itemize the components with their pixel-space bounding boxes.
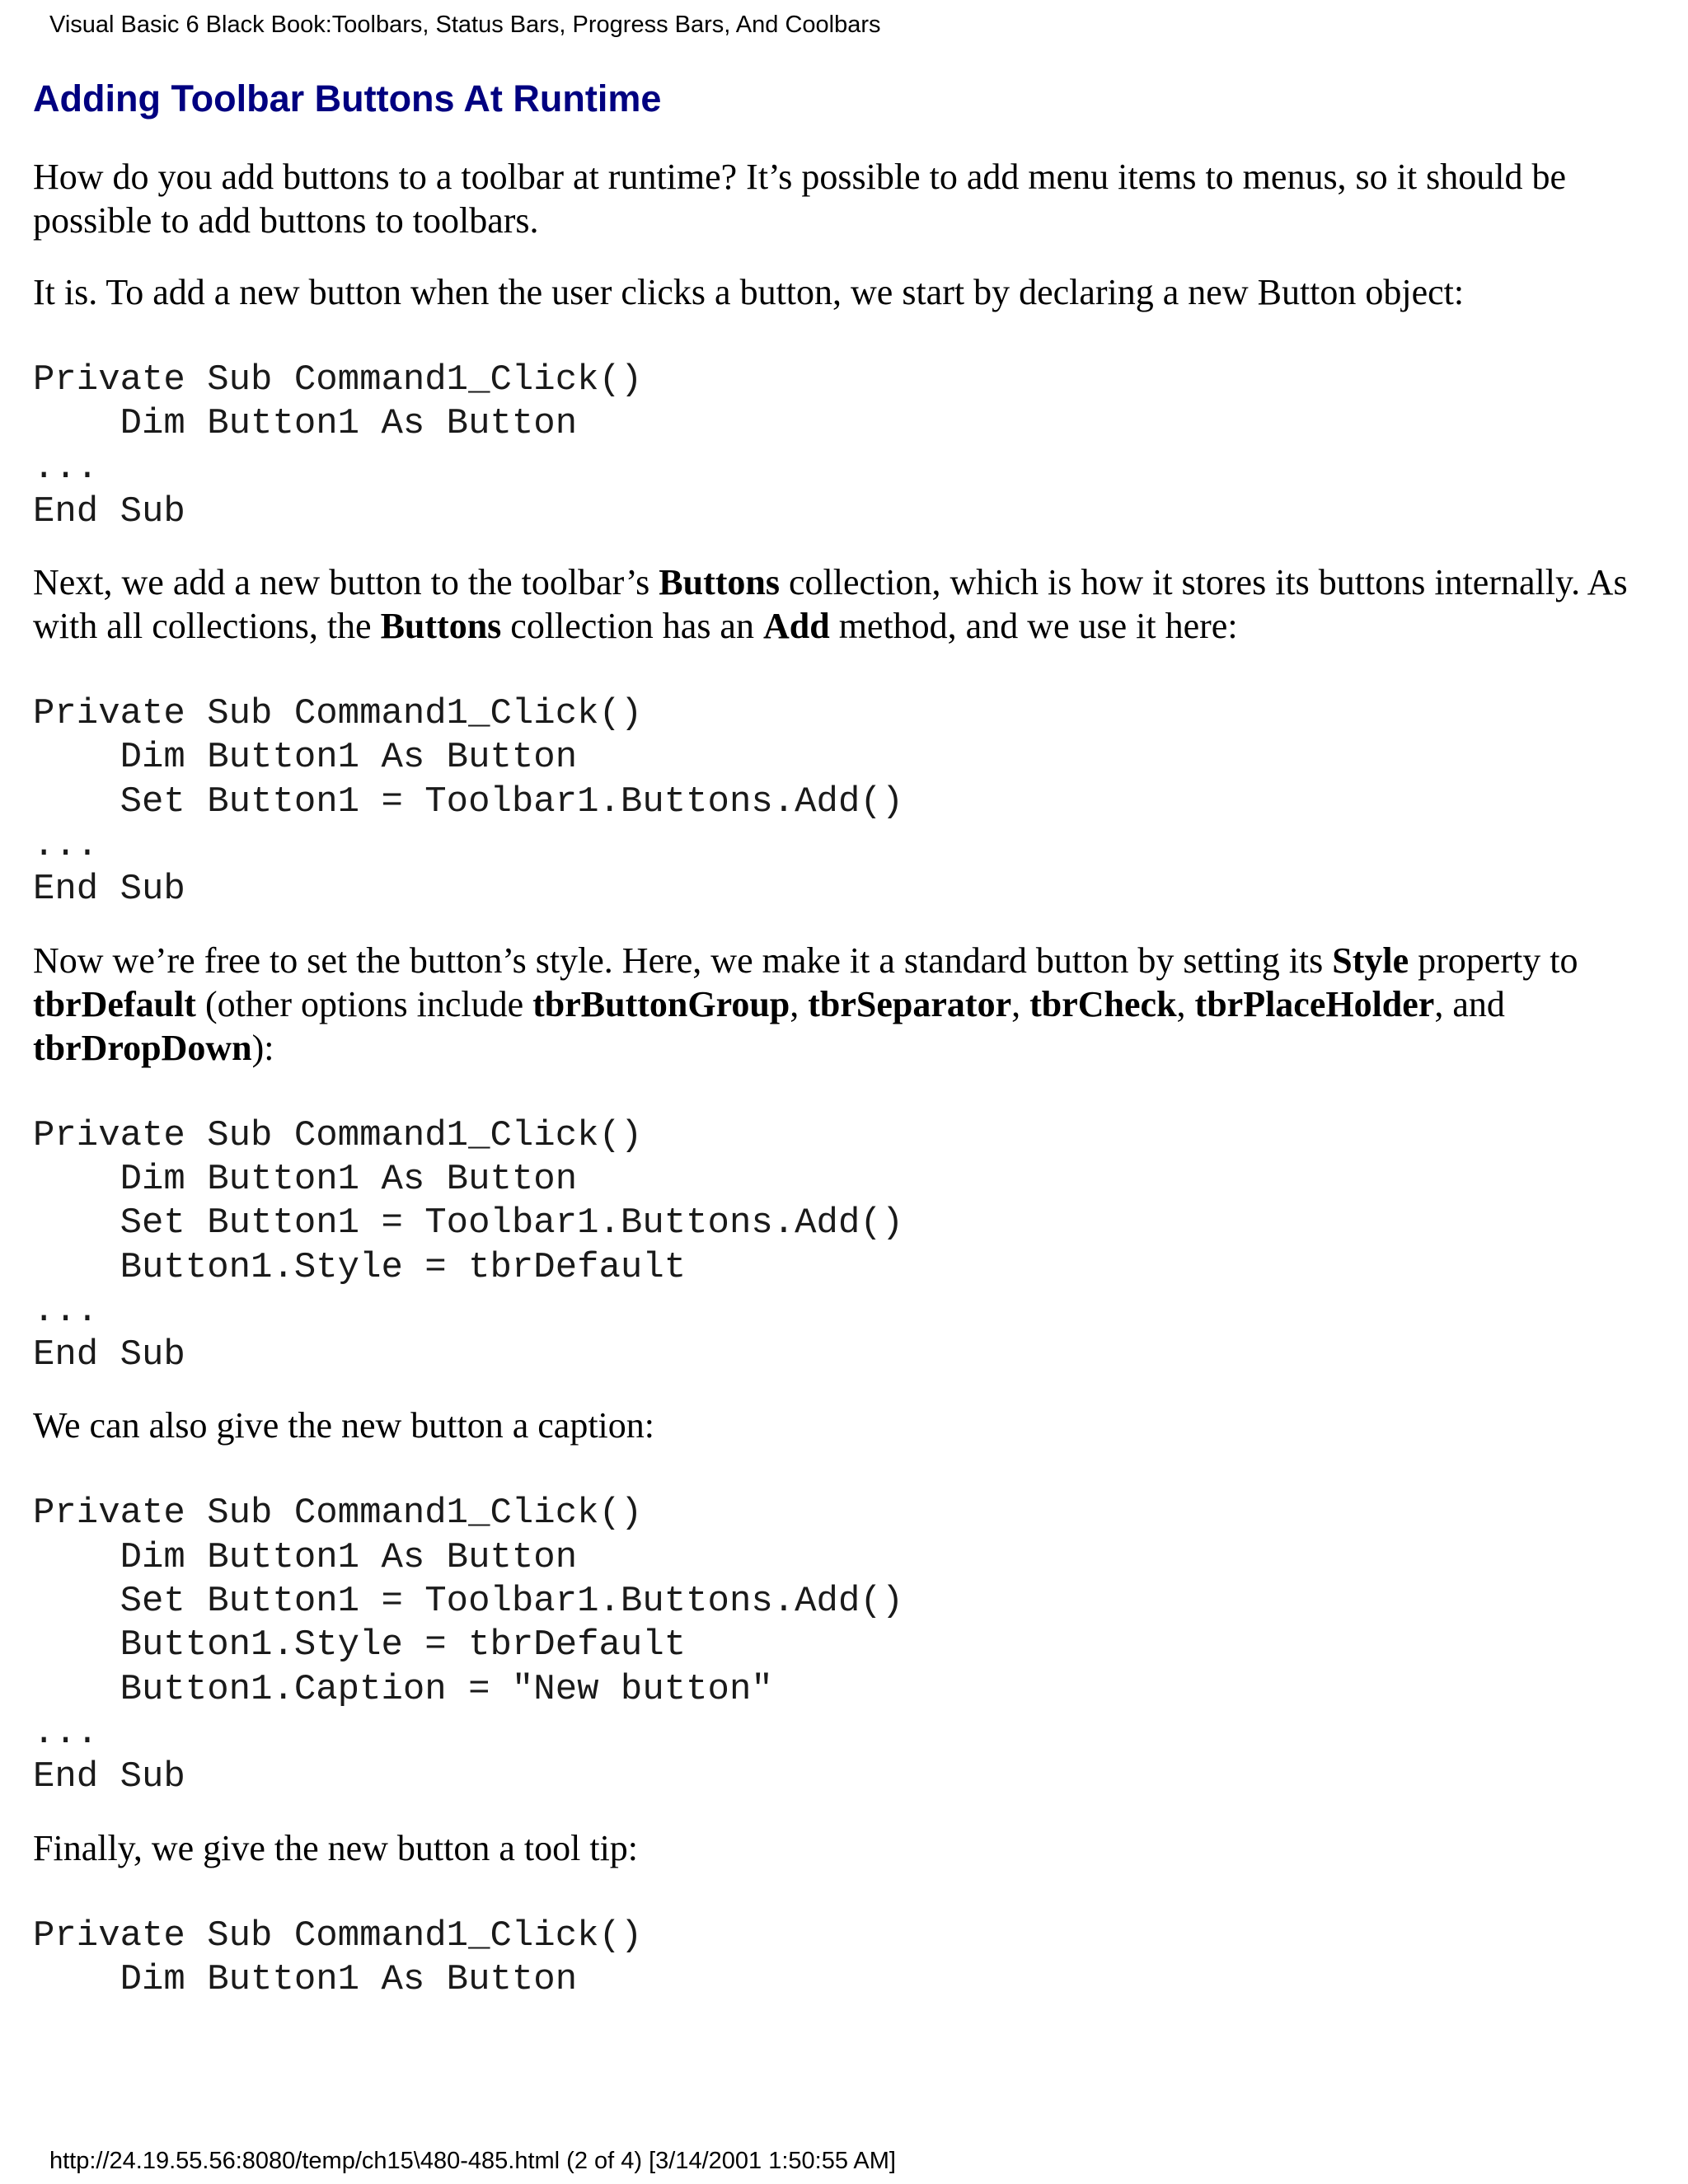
- text-run: Now we’re free to set the button’s style. Here, we make it a standard button by setting its: [33, 940, 1333, 981]
- bold-term: Buttons: [380, 606, 502, 647]
- code-block-5: Private Sub Command1_Click() Dim Button1 As Button: [33, 1915, 643, 2000]
- page-footer-url: http://24.19.55.56:8080/temp/ch15\480-485.html (2 of 4) [3/14/2001 1:50:55 AM]: [49, 2148, 896, 2174]
- text-run: Next, we add a new button to the toolbar’s: [33, 562, 659, 603]
- text-run: ,: [1011, 983, 1030, 1024]
- page-header: Visual Basic 6 Black Book:Toolbars, Status Bars, Progress Bars, And Coolbars: [49, 12, 881, 38]
- document-body: [33, 76, 1655, 2028]
- buttons-collection-paragraph: [33, 560, 1655, 648]
- tooltip-paragraph: Finally, we give the new button a tool tip:: [33, 1827, 639, 1868]
- text-run: property to: [1409, 940, 1578, 981]
- text-run: ,: [1176, 983, 1195, 1024]
- text-run: collection, which is how it stores its buttons internally. As with all collections, the: [33, 562, 1628, 647]
- bold-term: tbrButtonGroup: [532, 983, 790, 1024]
- text-run: , and: [1434, 983, 1505, 1024]
- bold-term: tbrCheck: [1029, 983, 1177, 1024]
- intro-paragraph-1: How do you add buttons to a toolbar at runtime? It’s possible to add menu items to menus, so it should be possible to add buttons to toolbars.: [33, 157, 1567, 241]
- bold-term: tbrDefault: [33, 983, 196, 1024]
- bold-term: tbrSeparator: [808, 983, 1012, 1024]
- intro-paragraph-2: It is. To add a new button when the user clicks a button, we start by declaring a new Button object:: [33, 272, 1465, 312]
- code-block-2: Private Sub Command1_Click() Dim Button1 As Button Set Button1 = Toolbar1.Buttons.Add() ... End Sub: [33, 693, 904, 911]
- bold-term: tbrDropDown: [33, 1027, 252, 1068]
- section-title: Adding Toolbar Buttons At Runtime: [33, 77, 662, 120]
- bold-term: tbrPlaceHolder: [1194, 983, 1435, 1024]
- code-block-3: Private Sub Command1_Click() Dim Button1 As Button Set Button1 = Toolbar1.Buttons.Add() Button1.Style = tbrDefault ... End Sub: [33, 1114, 904, 1376]
- text-run: collection has an: [501, 606, 763, 647]
- text-run: ):: [251, 1027, 274, 1068]
- code-block-4: Private Sub Command1_Click() Dim Button1 As Button Set Button1 = Toolbar1.Buttons.Add() Button1.Style = tbrDefault Button1.Caption = "New button" ... End Sub: [33, 1493, 904, 1798]
- code-block-1: Private Sub Command1_Click() Dim Button1 As Button ... End Sub: [33, 359, 643, 532]
- text-run: ,: [790, 983, 809, 1024]
- bold-term: Style: [1332, 940, 1409, 981]
- text-run: method, and we use it here:: [829, 606, 1238, 647]
- bold-term: Add: [762, 606, 830, 647]
- caption-paragraph: We can also give the new button a caption:: [33, 1405, 654, 1446]
- bold-term: Buttons: [659, 562, 780, 603]
- style-paragraph: [33, 939, 1655, 1070]
- text-run: (other options include: [195, 983, 533, 1024]
